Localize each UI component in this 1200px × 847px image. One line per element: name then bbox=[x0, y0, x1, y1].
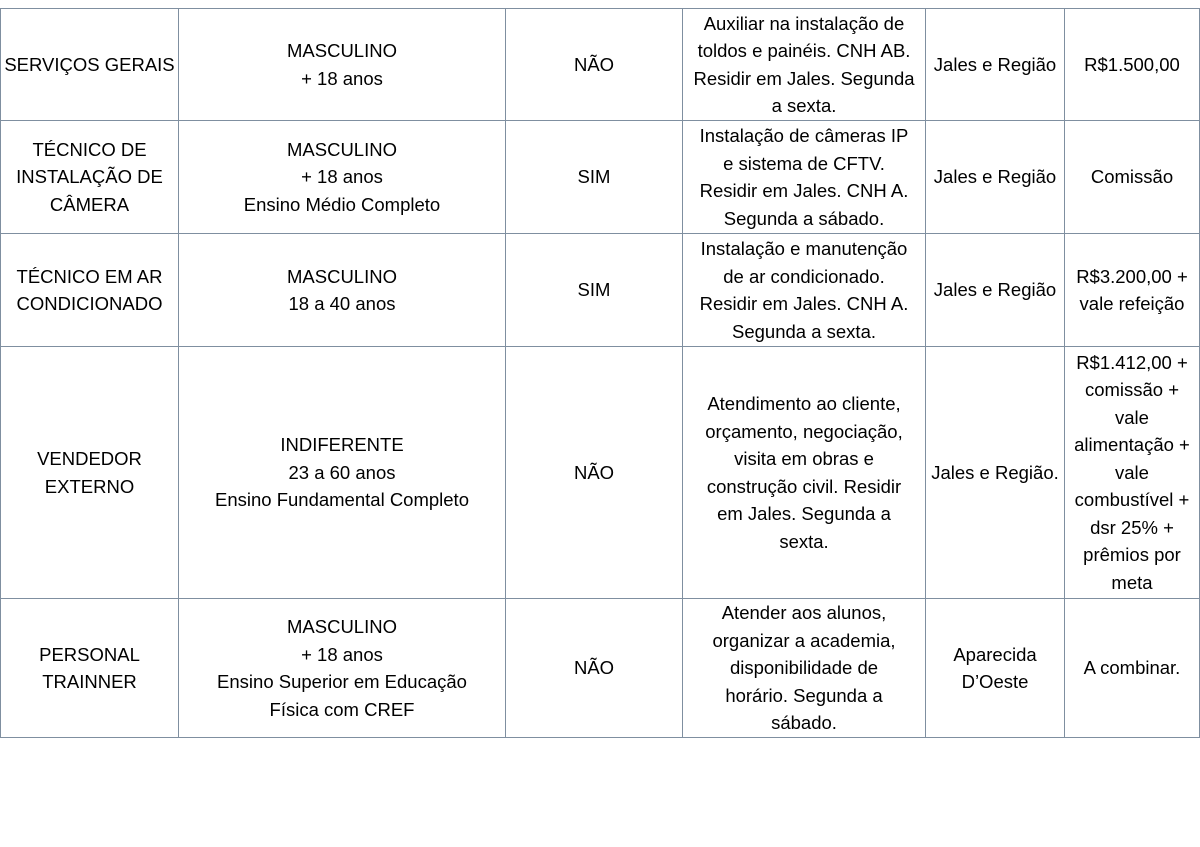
salary-cell-line: prêmios por bbox=[1083, 544, 1181, 566]
location-cell-line: Jales e Região. bbox=[931, 461, 1059, 483]
profile-cell bbox=[179, 9, 506, 121]
salary-cell-line: comissão + bbox=[1084, 379, 1180, 401]
job-title-cell bbox=[1, 347, 179, 599]
location-cell-line: Jales e Região bbox=[933, 53, 1057, 75]
salary-cell bbox=[1065, 599, 1200, 738]
salary-cell-line: dsr 25% + bbox=[1090, 516, 1174, 538]
description-cell-line: Atender aos alunos, bbox=[721, 602, 887, 624]
job-title-cell-line: INSTALAÇÃO DE bbox=[16, 166, 163, 188]
job-title-cell-line: PERSONAL bbox=[39, 643, 140, 665]
profile-cell-line: INDIFERENTE bbox=[280, 434, 404, 456]
salary-cell bbox=[1065, 9, 1200, 121]
profile-cell bbox=[179, 234, 506, 347]
description-cell-line: horário. Segunda a bbox=[725, 684, 883, 706]
job-title-cell-line: CÂMERA bbox=[49, 193, 130, 215]
description-cell-line: Instalação de câmeras IP bbox=[699, 125, 909, 146]
location-cell-line: D’Oeste bbox=[961, 671, 1029, 692]
salary-cell-line: alimentação + bbox=[1074, 434, 1190, 456]
description-cell-line: Residir em Jales. Segunda bbox=[693, 67, 915, 89]
description-cell bbox=[683, 234, 926, 347]
job-title-cell-line: TÉCNICO DE bbox=[32, 138, 147, 160]
experience-cell bbox=[506, 234, 683, 347]
salary-cell-line: vale bbox=[1115, 406, 1149, 428]
job-title-cell bbox=[1, 234, 179, 347]
salary-cell-line: A combinar. bbox=[1083, 657, 1181, 679]
experience-cell-text: SIM bbox=[577, 166, 611, 188]
profile-cell bbox=[179, 347, 506, 599]
experience-cell bbox=[506, 599, 683, 738]
salary-cell-line: R$1.500,00 bbox=[1084, 53, 1180, 75]
description-cell-line: Auxiliar na instalação de bbox=[703, 12, 905, 34]
profile-cell bbox=[179, 121, 506, 234]
description-cell-line: e sistema de CFTV. bbox=[723, 152, 885, 174]
job-title-cell-line: TÉCNICO EM AR bbox=[16, 265, 163, 287]
description-cell bbox=[683, 9, 926, 121]
job-title-cell-line: EXTERNO bbox=[44, 475, 135, 497]
profile-cell-line: MASCULINO bbox=[287, 40, 397, 61]
job-title-cell-line: TRAINNER bbox=[42, 671, 137, 692]
table-row bbox=[1, 347, 1200, 599]
salary-cell-line: vale refeição bbox=[1079, 293, 1185, 314]
profile-cell-line: 23 a 60 anos bbox=[288, 461, 396, 483]
job-title-cell bbox=[1, 9, 179, 121]
salary-cell-line: R$1.412,00 + bbox=[1076, 351, 1188, 373]
profile-cell-line: Ensino Fundamental Completo bbox=[214, 489, 469, 511]
description-cell-line: sábado. bbox=[771, 712, 837, 734]
location-cell-line: Jales e Região bbox=[933, 279, 1057, 301]
salary-cell bbox=[1065, 347, 1200, 599]
table-row bbox=[1, 121, 1200, 234]
description-cell-line: visita em obras e bbox=[734, 448, 874, 469]
salary-cell-line: vale bbox=[1115, 461, 1149, 483]
salary-cell-line: combustível + bbox=[1074, 489, 1190, 511]
description-cell-line: de ar condicionado. bbox=[723, 265, 885, 287]
job-title-cell-line: SERVIÇOS GERAIS bbox=[4, 53, 175, 75]
experience-cell-text: NÃO bbox=[573, 657, 615, 679]
profile-cell-line: + 18 anos bbox=[301, 67, 383, 89]
experience-cell-text: NÃO bbox=[573, 461, 615, 483]
profile-cell-line: Ensino Superior em Educação bbox=[217, 671, 467, 692]
profile-cell-line: + 18 anos bbox=[301, 643, 383, 665]
table-row bbox=[1, 9, 1200, 121]
description-cell-line: em Jales. Segunda a bbox=[717, 503, 891, 524]
location-cell bbox=[926, 347, 1065, 599]
table-row bbox=[1, 599, 1200, 738]
location-cell bbox=[926, 599, 1065, 738]
profile-cell-line: Ensino Médio Completo bbox=[243, 193, 441, 215]
salary-cell-line: R$3.200,00 + bbox=[1076, 265, 1188, 287]
job-title-cell-line: VENDEDOR bbox=[37, 448, 142, 469]
job-title-cell bbox=[1, 121, 179, 234]
experience-cell bbox=[506, 121, 683, 234]
job-title-cell bbox=[1, 599, 179, 738]
experience-cell-text: SIM bbox=[577, 279, 611, 301]
location-cell bbox=[926, 121, 1065, 234]
description-cell-line: Atendimento ao cliente, bbox=[707, 393, 901, 414]
profile-cell-line: MASCULINO bbox=[287, 616, 397, 637]
description-cell-line: construção civil. Residir bbox=[706, 475, 902, 497]
location-cell bbox=[926, 234, 1065, 347]
description-cell-line: Residir em Jales. CNH A. bbox=[699, 180, 909, 201]
job-title-cell-line: CONDICIONADO bbox=[16, 293, 163, 314]
profile-cell-line: MASCULINO bbox=[287, 265, 397, 287]
description-cell-line: Instalação e manutenção bbox=[700, 238, 908, 259]
description-cell-line: disponibilidade de bbox=[729, 657, 879, 679]
description-cell-line: sexta. bbox=[779, 530, 829, 552]
table-body bbox=[1, 9, 1200, 738]
description-cell-line: Segunda a sábado. bbox=[723, 207, 885, 229]
profile-cell-line: 18 a 40 anos bbox=[288, 293, 396, 314]
job-vacancies-table bbox=[0, 8, 1200, 738]
location-cell-line: Jales e Região bbox=[933, 166, 1057, 188]
salary-cell-line: Comissão bbox=[1090, 166, 1174, 188]
description-cell-line: Residir em Jales. CNH A. bbox=[699, 293, 909, 314]
salary-cell-line: meta bbox=[1111, 571, 1153, 593]
location-cell bbox=[926, 9, 1065, 121]
table-row bbox=[1, 234, 1200, 347]
profile-cell-line: Física com CREF bbox=[269, 698, 415, 720]
description-cell bbox=[683, 347, 926, 599]
location-cell-line: Aparecida bbox=[953, 643, 1037, 665]
description-cell-line: toldos e painéis. CNH AB. bbox=[697, 40, 911, 61]
profile-cell-line: MASCULINO bbox=[287, 138, 397, 160]
experience-cell-text: NÃO bbox=[573, 53, 615, 75]
description-cell bbox=[683, 599, 926, 738]
profile-cell bbox=[179, 599, 506, 738]
experience-cell bbox=[506, 9, 683, 121]
description-cell bbox=[683, 121, 926, 234]
description-cell-line: organizar a academia, bbox=[712, 629, 896, 651]
description-cell-line: orçamento, negociação, bbox=[705, 420, 903, 442]
salary-cell bbox=[1065, 121, 1200, 234]
experience-cell bbox=[506, 347, 683, 599]
description-cell-line: Segunda a sexta. bbox=[732, 320, 876, 342]
profile-cell-line: + 18 anos bbox=[301, 166, 383, 188]
description-cell-line: a sexta. bbox=[771, 95, 837, 116]
salary-cell bbox=[1065, 234, 1200, 347]
